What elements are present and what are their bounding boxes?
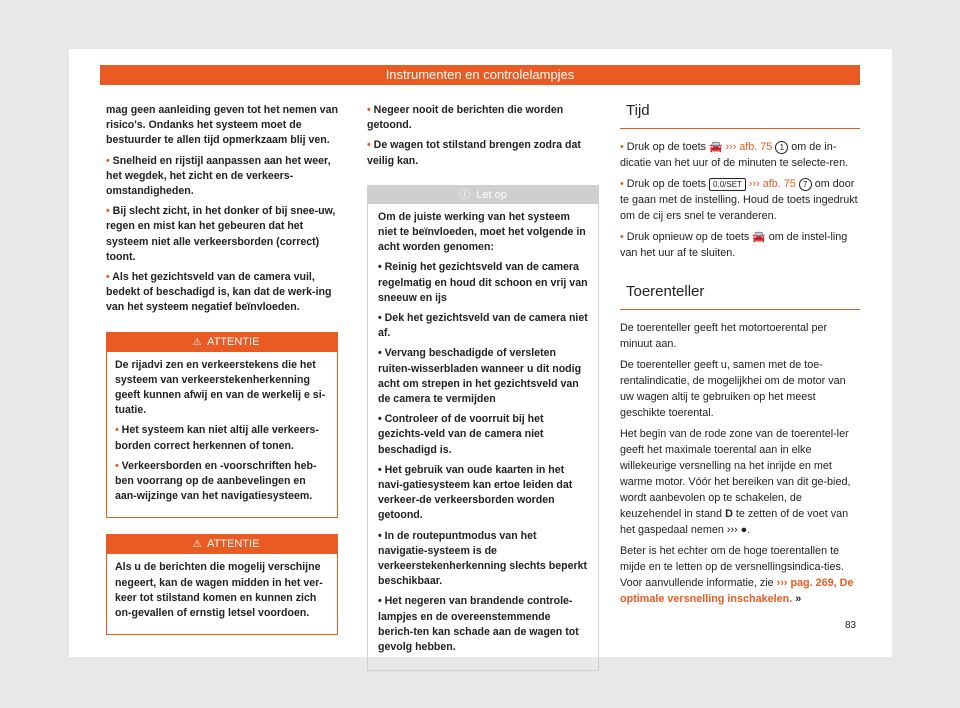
bullet-item: • Snelheid en rijstijl aanpassen aan het weer, het wegdek, het zicht en de verkeers-omstandigheden. <box>106 154 331 198</box>
note-item: • Het negeren van brandende controle-lampjes en de overeenstemmende berich-ten kan schade aan de wagen tot gevolg hebben. <box>378 595 579 654</box>
bullet-item: • Als het gezichtsveld van de camera vuil, bedekt of beschadigd is, kan dat de werk-ing van het systeem negatief beïnvloeden. <box>106 271 332 314</box>
note-box <box>367 185 599 671</box>
paragraph: Om de juiste werking van het systeem niet te beïnvloeden, moet het volgende in acht worden genomen: <box>378 210 586 254</box>
bullet-item: • De wagen tot stilstand brengen zodra dat veilig kan. <box>367 139 581 167</box>
page-header: Instrumenten en controlelampjes <box>100 65 860 85</box>
bullet-item: • Verkeersborden en -voorschriften heb-ben voorrang op de aanbevelingen en aan-wijzinge van het navigatiesysteem. <box>115 459 317 503</box>
bullet-item: • Druk op de toets 🚘 ››› afb. 75 1 om de in-dicatie van het uur of de minuten te selecte-ren. <box>620 141 849 169</box>
bullet-item: • Het systeem kan niet altij alle verkeers-borden correct herkennen of tonen. <box>115 424 319 452</box>
note-item: • Reinig het gezichtsveld van de camera regelmatig en houd dit schoon en vrij van sneeuw en ijs <box>378 261 588 304</box>
page-number: 83 <box>845 620 857 631</box>
paragraph: Als u de berichten die mogelij verschijne negeert, kan de wagen midden in het ver-keer tot stilstand komen en kunnen zich on-gevallen of ernstig letsel voordoen. <box>115 561 323 620</box>
note-item: • Controleer of de voorruit bij het gezichts-veld van de camera niet beschadigd is. <box>378 413 544 456</box>
warning-circle-icon: ● <box>740 524 748 536</box>
paragraph: Beter is het echter om de hoge toerentallen te mijde en te letten op de versnellingsindica-ties. Voor aanvullende informatie, zie ››› pag. 269, De optimale versnelling inschakelen. » <box>620 545 854 605</box>
column-3 <box>620 98 860 612</box>
section-title-toerenteller: Toerenteller <box>620 279 860 310</box>
column-1 <box>106 103 338 635</box>
attention-box <box>106 332 338 519</box>
paragraph: Het begin van de rode zone van de toerentel-ler geeft het maximale toerental aan in elke willekeurige versnelling na het inrijde en met warme motor. Vóór het bereiken van dit ge-bied, wordt aanbevolen op te schakelen, de keuzehendel in stand D te zetten of de voet van het gaspedaal nemen ››› ●. <box>620 428 851 536</box>
car-key-icon: 🚘 <box>752 231 766 243</box>
section-title-tijd: Tijd <box>620 98 860 129</box>
note-item: • Dek het gezichtsveld van de camera niet af. <box>378 312 588 340</box>
note-item: • In de routepuntmodus van het navigatie-systeem is de verkeerstekenherkenning slechts beperkt beschikbaar. <box>378 529 588 588</box>
note-header: ⓘ Let op <box>368 186 598 204</box>
paragraph: De toerenteller geeft u, samen met de toe-rentalindicatie, de mogelijkhei om de motor van uw wagen altij te gebruiken op het meest geschikte toerental. <box>620 359 846 419</box>
paragraph: mag geen aanleiding geven tot het nemen van risico's. Ondanks het systeem moet de bestuurder te allen tijd opmerkzaam blij ven. <box>106 104 338 147</box>
warning-triangle-icon: ⚠ <box>192 336 202 348</box>
column-2 <box>367 103 599 671</box>
bullet-item: • Negeer nooit de berichten die worden getoond. <box>367 104 564 132</box>
note-item: • Vervang beschadigde of versleten ruiten-wisserbladen wanneer u dit nodig acht om strepen in het gezichtsveld van de camera te vermijden <box>378 347 582 406</box>
paragraph: De toerenteller geeft het motortoerental per minuut aan. <box>620 322 828 350</box>
set-key-icon: 0.0/SET <box>709 178 746 191</box>
note-item: • Het gebruik van oude kaarten in het navi-gatiesysteem kan ertoe leiden dat verkeer-de verkeersborden worden getoond. <box>378 463 573 522</box>
continue-marker: » <box>795 593 802 605</box>
bullet-item: • Bij slecht zicht, in het donker of bij snee-uw, regen en mist kan het gebeuren dat het systeem niet alle verkeersborden (correct) toont. <box>106 205 336 263</box>
bullet-item: • Druk opnieuw op de toets 🚘 om de instel-ling van het uur af te sluiten. <box>620 231 848 259</box>
callout-number: 1 <box>775 141 788 154</box>
attention-header: ⚠ ATTENTIE <box>107 535 337 554</box>
attention-box <box>106 534 338 635</box>
info-icon: ⓘ <box>459 188 471 201</box>
callout-number: 7 <box>799 178 812 191</box>
warning-triangle-icon: ⚠ <box>192 539 202 551</box>
car-key-icon: 🚘 <box>709 141 723 153</box>
bullet-item: • Druk op de toets 0.0/SET ››› afb. 75 7 om door te gaan met de instelling. Houd de toets ingedrukt om de cij ers snel te veranderen. <box>620 178 858 222</box>
attention-header: ⚠ ATTENTIE <box>107 333 337 352</box>
paragraph: De rijadvi zen en verkeerstekens die het systeem van verkeerstekenherkenning geeft kunnen afwij en van de werkelij e si-tuatie. <box>115 358 326 417</box>
